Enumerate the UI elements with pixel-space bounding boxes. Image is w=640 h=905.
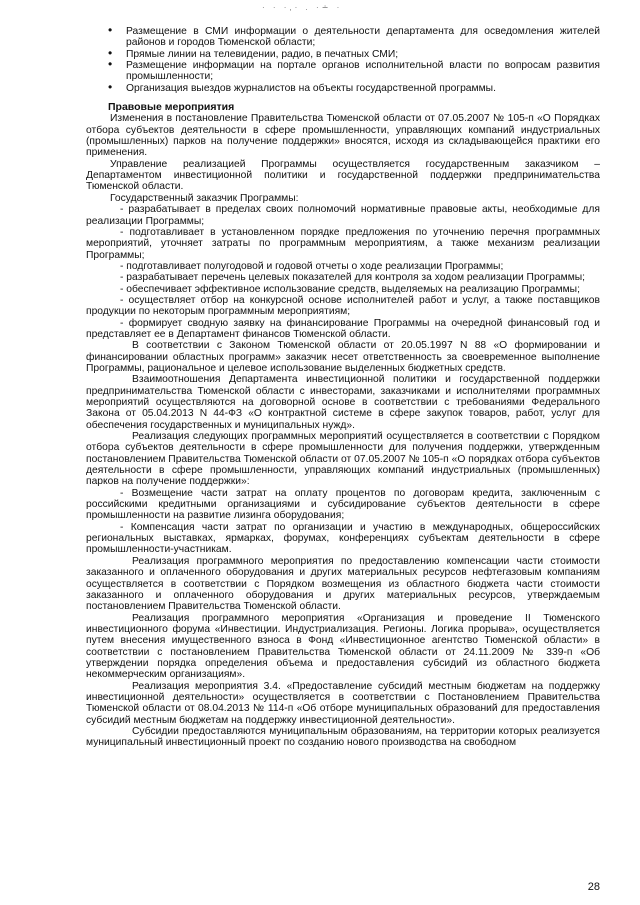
bullet-item: • Организация выездов журналистов на объекты государственной программы. — [108, 83, 600, 94]
bullet-item: • Размещение в СМИ информации о деятельности департамента для осведомления жителей районов и городов Тюменской области; — [108, 26, 600, 49]
bullet-list — [108, 26, 600, 94]
list-paragraph: - разрабатывает в пределах своих полномочий нормативные правовые акты, необходимые для реализации Программы; — [86, 204, 600, 227]
list-paragraph: - осуществляет отбор на конкурсной основе исполнителей работ и услуг, а также поставщиков продукции по некоторым программным мероприятиям; — [86, 294, 600, 318]
list-paragraph: - обеспечивает эффективное использование средств, выделяемых на реализацию Программы; — [120, 283, 580, 295]
body-text — [86, 113, 600, 748]
paragraph: Реализация программного мероприятия по предоставлению компенсации части стоимости заказанного и оплаченного оборудования и других материальных ресурсов нефтегазовым компаниям осуществляется в соответствии с Порядком возмещения из областного бюджета части стоимости заказанного и оплаченного оборудования и других материальных ресурсов, утверждаемым постановлением Правительства Тюменской области. — [86, 555, 600, 613]
section-heading: Правовые мероприятия — [108, 101, 235, 114]
paragraph: Реализация мероприятия 3.4. «Предоставление субсидий местным бюджетам на поддержку инвестиционной деятельности» осуществляется в соответствии с Постановлением Правительства Тюменской области от 08.04.2013 № 114-п «Об отборе муниципальных образований для предоставления субсидий местным бюджетам на поддержку инвестиционной деятельности». — [86, 680, 600, 726]
bullet-item: • Прямые линии на телевидении, радио, в печатных СМИ; — [108, 49, 600, 60]
list-paragraph: - Компенсация части затрат по организации и участию в международных, общероссийских региональных выставках, ярмарках, форумах, конференциях субъектам деятельности в сфере промышленности-участникам. — [86, 521, 600, 556]
paragraph: Реализация программного мероприятия «Организация и проведение II Тюменского инвестиционного форума «Инвестиции. Индустриализация. Регионы. Логика прорыва», осуществляется путем внесения имущественного взноса в Фонд «Инвестиционное агентство Тюменской области» в соответствии с постановлением Правительства Тюменской области от 24.11.2009 № 339-п «Об утверждении порядка определения объема и предоставления субсидий из областного бюджета некоммерческим организациям». — [86, 612, 600, 681]
bullet-item: • Размещение информации на портале органов исполнительной власти по вопросам развития промышленности; — [108, 60, 600, 83]
list-paragraph: - подготавливает в установленном порядке предложения по уточнению перечня программных мероприятий, уточняет затраты по программным мероприятиям, а также механизм реализации Программы; — [86, 226, 600, 261]
paragraph: Государственный заказчик Программы: — [110, 192, 299, 204]
page-number: 28 — [587, 880, 600, 893]
list-paragraph: - подготавливает полугодовой и годовой отчеты о ходе реализации Программы; — [120, 260, 504, 272]
paragraph: Взаимоотношения Департамента инвестиционной политики и государственной поддержки предпринимательства Тюменской области с инвесторами, заказчиками и исполнителями программных мероприятий осуществляются на договорной основе в соответствии с требованиями Федерального Закона от 05.04.2013 N 44-ФЗ «О контрактной системе в сфере закупок товаров, работ, услуг для обеспечения государственных и муниципальных нужд». — [86, 374, 600, 431]
scan-artifact: · · ·,· . ·∸ · — [262, 3, 343, 12]
list-paragraph: - разрабатывает перечень целевых показателей для контроля за ходом реализации Программы; — [120, 272, 586, 284]
paragraph: Изменения в постановление Правительства Тюменской области от 07.05.2007 № 105-п «О Порядках отбора субъектов деятельности в сфере промышленности, управляющих компаний индустриальных (промышленных) парков на получение поддержки» вносятся, исходя из складывающейся практики его применения. — [86, 113, 600, 159]
list-paragraph: - формирует сводную заявку на финансирование Программы на очередной финансовый год и представляет ее в Департамент финансов Тюменской области. — [86, 317, 600, 340]
paragraph: Управление реализацией Программы осуществляется государственным заказчиком – Департаментом инвестиционной политики и государственной поддержки предпринимательства Тюменской области. — [86, 158, 600, 193]
paragraph: В соответствии с Законом Тюменской области от 20.05.1997 N 88 «О формировании и финансировании областных программ» заказчик несет ответственность за своевременное выполнение Программы, рациональное и целевое использование выделенных бюджетных средств. — [86, 340, 600, 374]
paragraph: Субсидии предоставляются муниципальным образованиям, на территории которых реализуется муниципальный инвестиционный проект по созданию нового производства на свободном — [86, 725, 600, 749]
list-paragraph: - Возмещение части затрат на оплату процентов по договорам кредита, заключенным с российскими кредитными организациями и субсидирование субъектов деятельности в сфере промышленности на развитие лизинга оборудования; — [86, 487, 600, 522]
paragraph: Реализация следующих программных мероприятий осуществляется в соответствии с Порядком отбора субъектов деятельности в сфере промышленности для получения поддержки, утвержденным постановлением Правительства Тюменской области от 07.05.2007 № 105-п «О порядках отбора субъектов деятельности в сфере промышленности, управляющих компаний индустриальных (промышленных) парков на получение поддержки»: — [86, 431, 600, 488]
